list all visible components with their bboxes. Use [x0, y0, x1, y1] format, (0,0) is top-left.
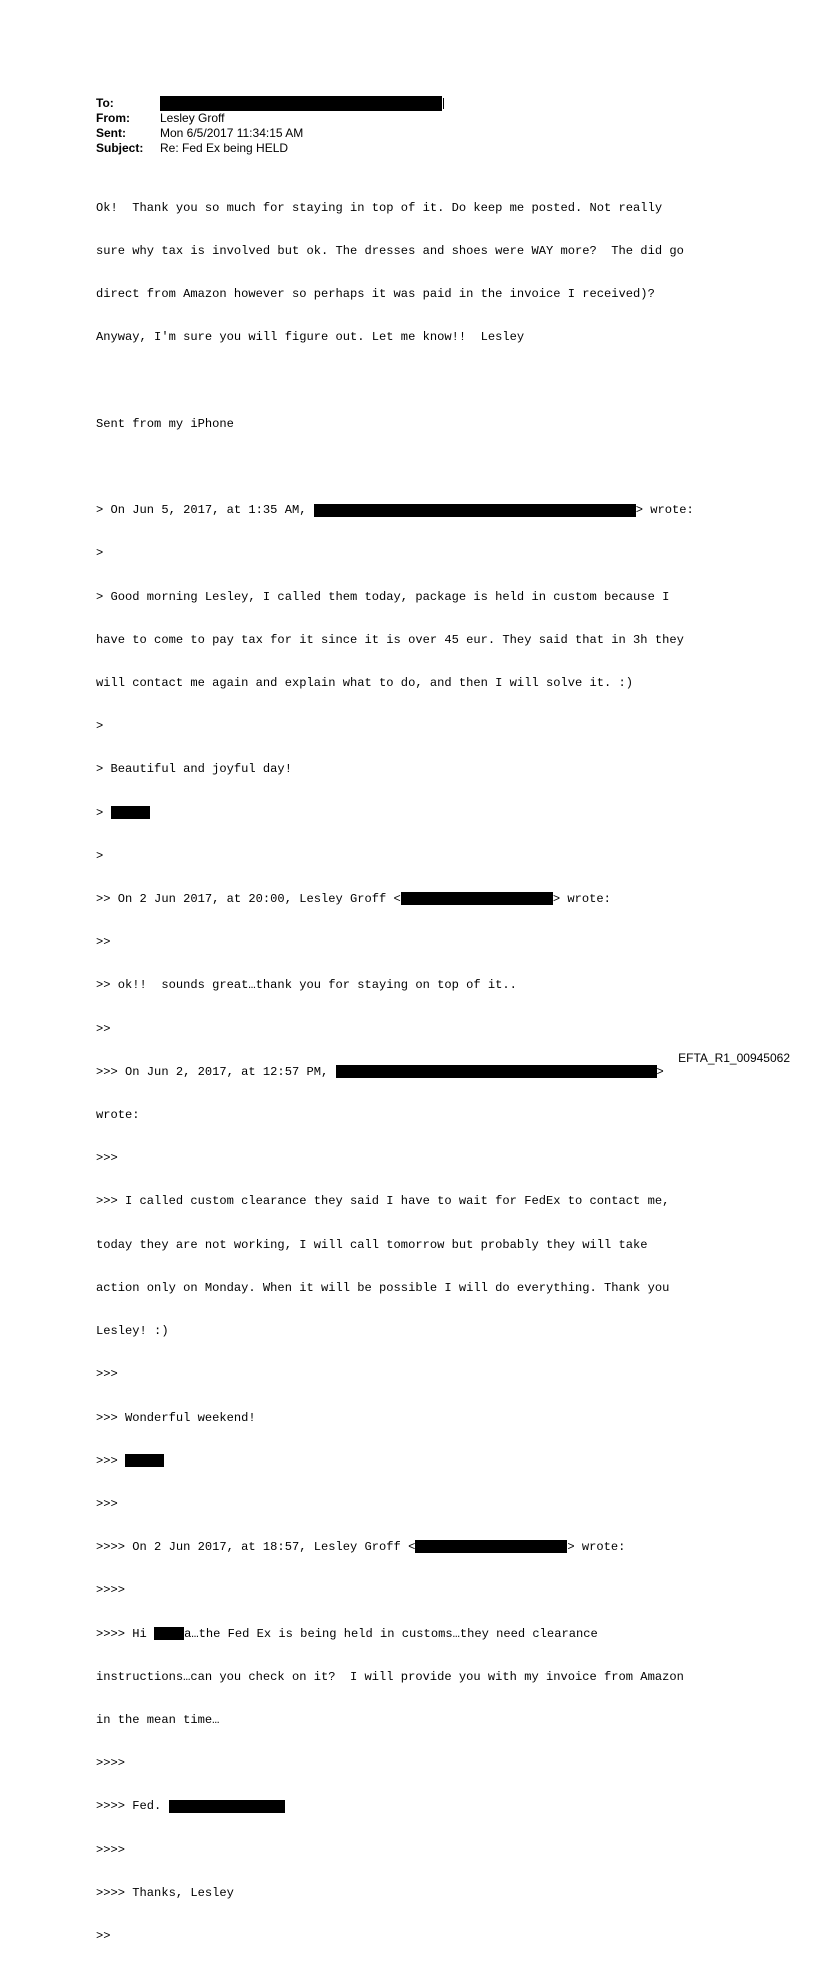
quote-text: >>>> On 2 Jun 2017, at 18:57, Lesley Groff <	[96, 1540, 416, 1555]
body-line: Ok! Thank you so much for staying in top of it. Do keep me posted. Not really	[96, 200, 663, 215]
quote-text: >>>	[96, 1453, 126, 1468]
body-line: Anyway, I'm sure you will figure out. Let me know!! Lesley	[96, 330, 525, 345]
quote-line: >>	[96, 1021, 111, 1036]
quote-line	[96, 1540, 694, 1554]
quote-line: in the mean time…	[96, 1712, 220, 1727]
quote-line: >>>>	[96, 1842, 126, 1857]
quote-text: > wrote:	[635, 503, 694, 518]
sent-row	[96, 126, 444, 141]
body-line: direct from Amazon however so perhaps it was paid in the invoice I received)?	[96, 287, 655, 302]
quote-line: >	[96, 546, 104, 561]
quote-line: >>	[96, 1928, 111, 1943]
subject-label: Subject:	[96, 141, 144, 155]
quote-line: Lesley! :)	[96, 1324, 169, 1339]
from-label: From:	[96, 111, 130, 125]
subject-row	[96, 141, 444, 156]
to-label: To:	[96, 96, 114, 110]
quote-text: >> On 2 Jun 2017, at 20:00, Lesley Groff <	[96, 892, 401, 907]
quote-line	[96, 1065, 694, 1079]
from-value: Lesley Groff	[160, 111, 225, 125]
quote-text: >>>> Hi	[96, 1626, 155, 1641]
quote-line: action only on Monday. When it will be possible I will do everything. Thank you	[96, 1280, 670, 1295]
quote-line: > Beautiful and joyful day!	[96, 762, 292, 777]
quote-text: >>>> Fed.	[96, 1799, 169, 1814]
redaction-block	[336, 1065, 657, 1078]
quote-line	[96, 806, 694, 820]
sent-label: Sent:	[96, 126, 126, 140]
quote-line	[96, 892, 694, 906]
redaction-block	[160, 96, 442, 111]
quote-line: >>>	[96, 1151, 118, 1166]
blank-line	[96, 374, 694, 388]
quote-text: >	[656, 1064, 664, 1079]
redaction-block	[401, 892, 553, 905]
quote-text: a…the Fed Ex is being held in customs…they need clearance	[184, 1626, 598, 1641]
quote-line: >>>> Thanks, Lesley	[96, 1885, 234, 1900]
quote-line: >>	[96, 935, 111, 950]
from-row	[96, 111, 444, 126]
quote-text: > On Jun 5, 2017, at 1:35 AM,	[96, 503, 314, 518]
quote-line: >>>>	[96, 1756, 126, 1771]
quote-line	[96, 1454, 694, 1468]
quote-line: >>>>	[96, 1583, 126, 1598]
quote-line: > Good morning Lesley, I called them today, package is held in custom because I	[96, 589, 670, 604]
quote-text: >>> On Jun 2, 2017, at 12:57 PM,	[96, 1064, 336, 1079]
subject-value: Re: Fed Ex being HELD	[160, 141, 289, 155]
body-line: sure why tax is involved but ok. The dresses and shoes were WAY more? The did go	[96, 244, 684, 259]
email-body	[96, 172, 694, 1972]
redaction-edge	[442, 98, 444, 109]
redaction-block	[415, 1540, 567, 1553]
sent-value: Mon 6/5/2017 11:34:15 AM	[160, 126, 304, 140]
email-header	[96, 96, 444, 156]
quote-line: >> ok!! sounds great…thank you for staying on top of it..	[96, 978, 517, 993]
redaction-block	[111, 806, 150, 819]
body-line: Sent from my iPhone	[96, 416, 234, 431]
redaction-block	[314, 504, 636, 517]
quote-text: >	[96, 805, 111, 820]
redaction-block	[154, 1627, 184, 1640]
quote-text: > wrote:	[567, 1540, 626, 1555]
quote-line: have to come to pay tax for it since it is over 45 eur. They said that in 3h they	[96, 632, 684, 647]
quote-line: today they are not working, I will call tomorrow but probably they will take	[96, 1237, 648, 1252]
quote-line: will contact me again and explain what to do, and then I will solve it. :)	[96, 676, 634, 691]
to-row	[96, 96, 444, 111]
blank-line	[96, 460, 694, 474]
quote-line: instructions…can you check on it? I will provide you with my invoice from Amazon	[96, 1669, 684, 1684]
quote-line: >	[96, 848, 104, 863]
quote-line: >>> Wonderful weekend!	[96, 1410, 256, 1425]
quote-line: >>>	[96, 1496, 118, 1511]
quote-line	[96, 503, 694, 517]
quote-line	[96, 1627, 694, 1641]
quote-text: > wrote:	[552, 892, 611, 907]
quote-line: >>> I called custom clearance they said I have to wait for FedEx to contact me,	[96, 1194, 670, 1209]
quote-line	[96, 1799, 694, 1813]
document-id: EFTA_R1_00945062	[678, 1051, 790, 1065]
redaction-block	[169, 1800, 285, 1813]
redaction-block	[125, 1454, 164, 1467]
quote-line: >>>	[96, 1367, 118, 1382]
quote-line: wrote:	[96, 1108, 140, 1123]
quote-line: >	[96, 719, 104, 734]
